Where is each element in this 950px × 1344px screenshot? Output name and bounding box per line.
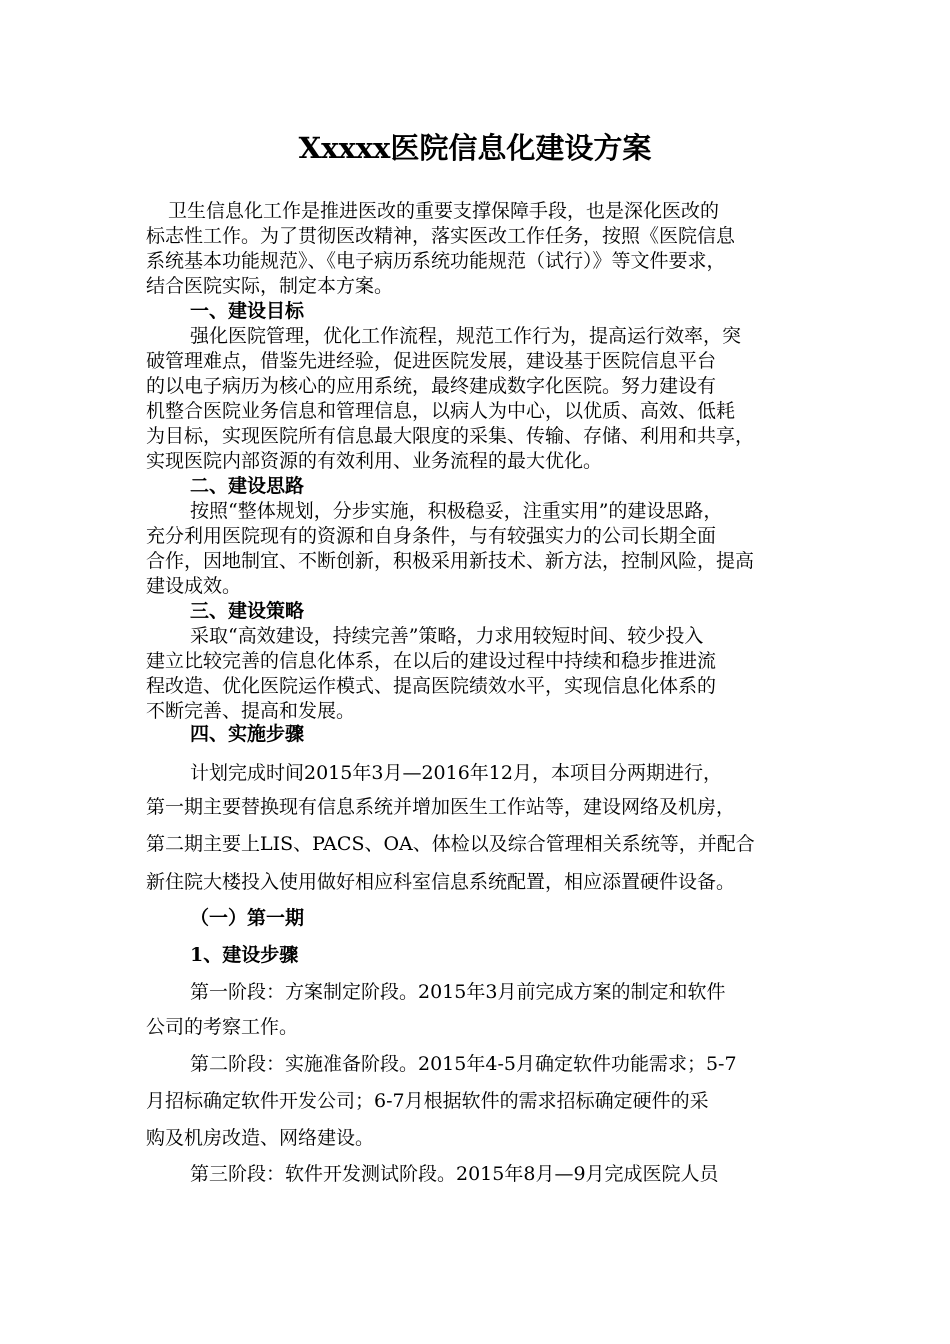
section-strategy-line: 不断完善、提高和发展。	[146, 700, 356, 722]
section-goals-line: 的以电子病历为核心的应用系统，最终建成数字化医院。努力建设有	[146, 375, 717, 397]
phase1-line: 第三阶段：软件开发测试阶段。2015年8月—9月完成医院人员	[190, 1163, 719, 1185]
section-goals-line: 破管理难点，借鉴先进经验，促进医院发展，建设基于医院信息平台	[146, 350, 717, 372]
phase1-line: 月招标确定软件开发公司；6-7月根据软件的需求招标确定硬件的采	[146, 1090, 709, 1112]
section-strategy-line: 程改造、优化医院运作模式、提高医院绩效水平，实现信息化体系的	[146, 675, 717, 697]
section-implementation-line: 新住院大楼投入使用做好相应科室信息系统配置，相应添置硬件设备。	[146, 871, 736, 893]
section-implementation-line: 计划完成时间2015年3月—2016年12月，本项目分两期进行，	[190, 762, 722, 784]
section-strategy-line: 建立比较完善的信息化体系，在以后的建设过程中持续和稳步推进流	[146, 650, 717, 672]
section-goals-line: 为目标，实现医院所有信息最大限度的采集、传输、存储、利用和共享，	[146, 425, 755, 447]
document-title: Xxxxx医院信息化建设方案	[298, 131, 652, 165]
section-goals-line: 机整合医院业务信息和管理信息，以病人为中心，以优质、高效、低耗	[146, 400, 736, 422]
intro-line: 系统基本功能规范》、《电子病历系统功能规范（试行）》等文件要求，	[146, 250, 726, 272]
section-implementation-line: 第二期主要上LIS、PACS、OA、体检以及综合管理相关系统等，并配合	[146, 833, 755, 855]
phase1-line: 购及机房改造、网络建设。	[146, 1127, 375, 1149]
section-heading-approach: 二、建设思路	[190, 475, 305, 497]
phase1-line: 第二阶段：实施准备阶段。2015年4-5月确定软件功能需求；5-7	[190, 1053, 737, 1075]
section-implementation-line: 第一期主要替换现有信息系统并增加医生工作站等，建设网络及机房，	[146, 796, 736, 818]
section-heading-strategy: 三、建设策略	[190, 600, 305, 622]
section-approach-line: 充分利用医院现有的资源和自身条件，与有较强实力的公司长期全面	[146, 525, 717, 547]
section-heading-goals: 一、建设目标	[190, 300, 305, 322]
intro-line: 标志性工作。为了贯彻医改精神，落实医改工作任务，按照《医院信息	[146, 225, 736, 247]
phase1-subheading: 1、建设步骤	[190, 944, 299, 966]
phase1-line: 公司的考察工作。	[146, 1016, 299, 1038]
intro-line: 卫生信息化工作是推进医改的重要支撑保障手段，也是深化医改的	[168, 200, 720, 222]
section-strategy-line: 采取“高效建设，持续完善”策略，力求用较短时间、较少投入	[190, 625, 704, 647]
phase1-line: 第一阶段：方案制定阶段。2015年3月前完成方案的制定和软件	[190, 981, 726, 1003]
section-goals-line: 实现医院内部资源的有效利用、业务流程的最大优化。	[146, 450, 603, 472]
section-heading-implementation: 四、实施步骤	[190, 723, 305, 745]
section-approach-line: 按照“整体规划，分步实施，积极稳妥，注重实用”的建设思路，	[190, 500, 723, 522]
intro-line: 结合医院实际，制定本方案。	[146, 275, 394, 297]
phase1-heading: （一）第一期	[190, 907, 305, 929]
section-approach-line: 建设成效。	[146, 575, 242, 597]
section-approach-line: 合作，因地制宜、不断创新，积极采用新技术、新方法，控制风险，提高	[146, 550, 755, 572]
section-goals-line: 强化医院管理，优化工作流程，规范工作行为，提高运行效率，突	[190, 325, 742, 347]
